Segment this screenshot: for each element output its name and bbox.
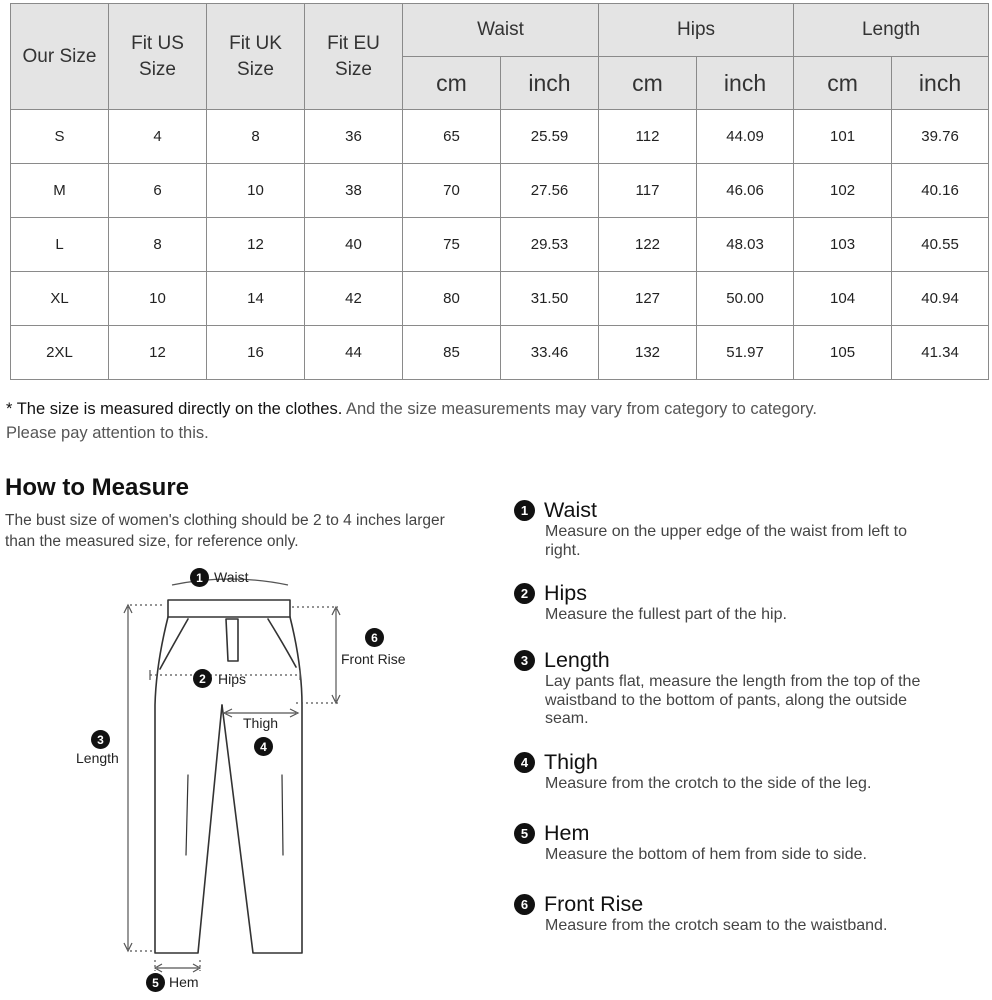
table-cell: 40 [305, 218, 403, 272]
header-length: Length [794, 4, 989, 57]
table-cell: 8 [207, 110, 305, 164]
front-rise-diagram-label: Front Rise [341, 651, 406, 667]
pants-diagram [0, 555, 480, 1000]
table-cell: 48.03 [697, 218, 794, 272]
pants-outline-icon [0, 555, 480, 1000]
hips-diagram-label: Hips [218, 671, 247, 687]
measurement-description: Measure from the crotch to the side of the leg. [545, 775, 872, 792]
header-our-size: Our Size [11, 4, 109, 110]
subheader-cm: cm [599, 57, 697, 110]
subheader-cm: cm [403, 57, 501, 110]
header-waist: Waist [403, 4, 599, 57]
list-item [514, 647, 984, 729]
table-row [11, 218, 989, 272]
table-cell: 75 [403, 218, 501, 272]
table-cell: 117 [599, 164, 697, 218]
how-to-measure-description: The bust size of women's clothing should be 2 to 4 inches larger than the measured size, for reference only. [5, 512, 445, 550]
list-item [514, 820, 984, 865]
waist-diagram-label: Waist [214, 569, 249, 585]
measurement-description: Measure on the upper edge of the waist from left to right. [545, 523, 907, 559]
measurement-description: Lay pants flat, measure the length from the top of the waistband to the bottom of pants, along the outside seam. [545, 673, 921, 727]
length-diagram-label: Length [76, 750, 119, 766]
hem-marker-icon: 5 [146, 973, 165, 992]
table-cell: XL [11, 272, 109, 326]
table-cell: 8 [109, 218, 207, 272]
subheader-cm: cm [794, 57, 892, 110]
table-cell: 70 [403, 164, 501, 218]
size-chart-table [10, 3, 989, 380]
table-cell: 4 [109, 110, 207, 164]
table-cell: 40.55 [892, 218, 989, 272]
table-cell: 102 [794, 164, 892, 218]
table-cell: 6 [109, 164, 207, 218]
list-item [514, 497, 984, 560]
measurement-title: Waist [544, 498, 597, 522]
table-cell: 40.94 [892, 272, 989, 326]
measurement-description: Measure from the crotch seam to the waistband. [545, 917, 888, 934]
table-cell: 85 [403, 326, 501, 380]
header-fit-eu: Fit EU Size [305, 4, 403, 110]
table-row [11, 110, 989, 164]
measurement-title: Thigh [544, 750, 598, 774]
thigh-diagram-label: Thigh [243, 715, 279, 731]
size-note-rest: And the size measurements may vary from category to category. Please pay attention to this. [6, 400, 818, 442]
number-6-icon: 6 [514, 894, 535, 915]
table-cell: 38 [305, 164, 403, 218]
table-cell: 42 [305, 272, 403, 326]
thigh-marker-icon: 4 [254, 737, 273, 756]
header-fit-us: Fit US Size [109, 4, 207, 110]
how-to-measure-title: How to Measure [5, 474, 190, 501]
table-cell: 25.59 [501, 110, 599, 164]
table-cell: 122 [599, 218, 697, 272]
table-cell: 31.50 [501, 272, 599, 326]
table-cell: 44.09 [697, 110, 794, 164]
number-5-icon: 5 [514, 823, 535, 844]
size-note-strong: * The size is measured directly on the clothes. [6, 400, 343, 418]
table-cell: 12 [109, 326, 207, 380]
table-cell: 29.53 [501, 218, 599, 272]
table-row [11, 326, 989, 380]
table-cell: 10 [109, 272, 207, 326]
front-rise-marker-icon: 6 [365, 628, 384, 647]
table-cell: 27.56 [501, 164, 599, 218]
size-note [6, 397, 826, 445]
table-cell: 65 [403, 110, 501, 164]
list-item [514, 891, 984, 936]
waist-marker-icon: 1 [190, 568, 209, 587]
table-cell: 132 [599, 326, 697, 380]
table-cell: 46.06 [697, 164, 794, 218]
table-cell: 101 [794, 110, 892, 164]
list-item [514, 580, 984, 625]
measurement-title: Front Rise [544, 892, 644, 916]
subheader-inch: inch [501, 57, 599, 110]
table-cell: 80 [403, 272, 501, 326]
table-cell: 50.00 [697, 272, 794, 326]
table-cell: 39.76 [892, 110, 989, 164]
hips-marker-icon: 2 [193, 669, 212, 688]
measurement-title: Hem [544, 821, 590, 845]
table-cell: 104 [794, 272, 892, 326]
number-3-icon: 3 [514, 650, 535, 671]
table-cell: 41.34 [892, 326, 989, 380]
table-cell: 127 [599, 272, 697, 326]
number-2-icon: 2 [514, 583, 535, 604]
list-item [514, 749, 984, 794]
table-cell: 10 [207, 164, 305, 218]
table-cell: L [11, 218, 109, 272]
hem-diagram-label: Hem [169, 974, 199, 990]
header-fit-uk: Fit UK Size [207, 4, 305, 110]
table-row [11, 272, 989, 326]
table-cell: 36 [305, 110, 403, 164]
table-cell: 40.16 [892, 164, 989, 218]
header-hips: Hips [599, 4, 794, 57]
table-cell: 105 [794, 326, 892, 380]
subheader-inch: inch [892, 57, 989, 110]
table-cell: 103 [794, 218, 892, 272]
table-cell: 33.46 [501, 326, 599, 380]
subheader-inch: inch [697, 57, 794, 110]
table-cell: M [11, 164, 109, 218]
measurement-title: Hips [544, 581, 588, 605]
table-cell: 14 [207, 272, 305, 326]
measurement-description: Measure the bottom of hem from side to side. [545, 846, 867, 863]
table-cell: 44 [305, 326, 403, 380]
table-cell: 112 [599, 110, 697, 164]
table-cell: 51.97 [697, 326, 794, 380]
number-1-icon: 1 [514, 500, 535, 521]
measurement-title: Length [544, 648, 610, 672]
table-cell: 2XL [11, 326, 109, 380]
table-row [11, 164, 989, 218]
length-marker-icon: 3 [91, 730, 110, 749]
number-4-icon: 4 [514, 752, 535, 773]
measurement-description: Measure the fullest part of the hip. [545, 606, 787, 623]
table-cell: 12 [207, 218, 305, 272]
table-cell: S [11, 110, 109, 164]
table-cell: 16 [207, 326, 305, 380]
